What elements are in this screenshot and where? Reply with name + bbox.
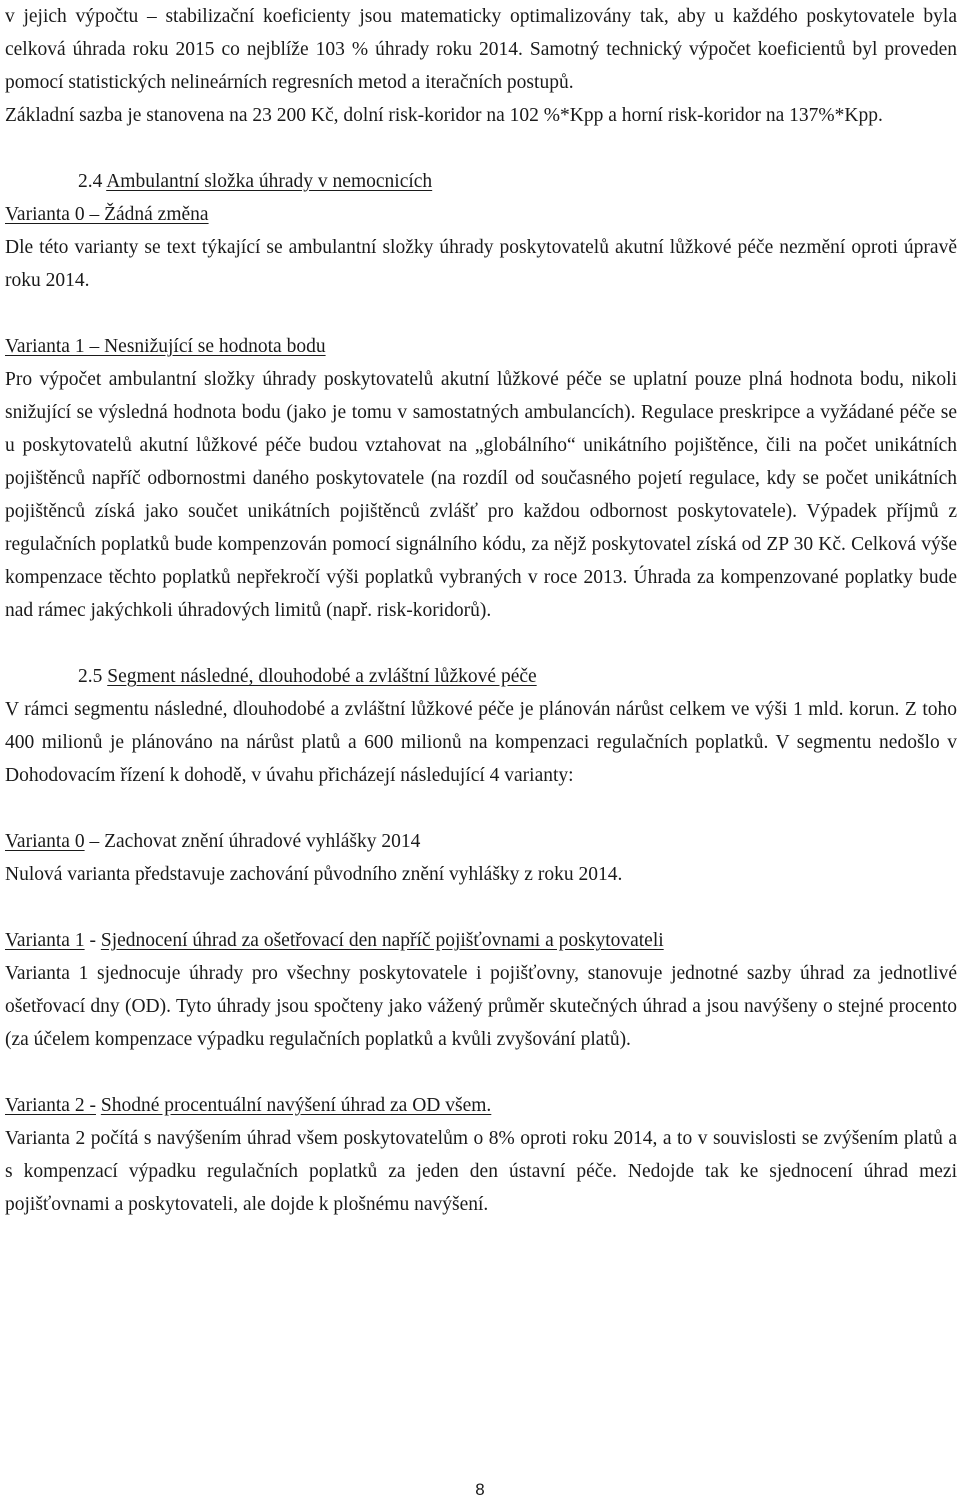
spacer (5, 1056, 957, 1089)
intro-paragraph-1: v jejich výpočtu – stabilizační koeficienty jsou matematicky optimalizovány tak, aby u každého poskytovatele byla celková úhrada roku 2015 co nejblíže 103 % úhrady roku 2014. Samotný technický výpočet koeficientů byl proveden pomocí statistických nelineárních regresních metod a iteračních postupů. (5, 6, 957, 93)
document-page (5, 0, 957, 1221)
variant-title: Shodné procentuální navýšení úhrad za OD všem. (100, 1095, 492, 1116)
variant-0-heading: Varianta 0 – Žádná změna (5, 204, 209, 225)
spacer (5, 297, 957, 330)
variant-1-heading: Varianta 1 – Nesnižující se hodnota bodu (5, 336, 326, 357)
spacer (5, 132, 957, 165)
page-number: 8 (475, 1480, 485, 1499)
section-title: Segment následné, dlouhodobé a zvláštní lůžkové péče (107, 666, 537, 687)
variant-label: Varianta 1 (5, 930, 85, 951)
intro-paragraph-2: Základní sazba je stanovena na 23 200 Kč, dolní risk-koridor na 102 %*Kpp a horní risk-koridor na 137%*Kpp. (5, 105, 883, 126)
section-title: Ambulantní složka úhrady v nemocnicích (106, 171, 433, 192)
variant-title: Sjednocení úhrad za ošetřovací den napříč pojišťovnami a poskytovateli (100, 930, 664, 951)
section-number: 2.5 (78, 666, 103, 687)
spacer (5, 891, 957, 924)
variant-1-text: Varianta 1 sjednocuje úhrady pro všechny poskytovatele i pojišťovny, stanovuje jednotné sazby úhrad za jednotlivé ošetřovací dny (OD). Tyto úhrady jsou spočteny jako vážený průměr skutečných úhrad a jsou navýšeny o stejné procento (za účelem kompenzace výpadku regulačních poplatků a kvůli zvyšování platů). (5, 963, 957, 1050)
variant-1-text: Pro výpočet ambulantní složky úhrady poskytovatelů akutní lůžkové péče se uplatní pouze plná hodnota bodu, nikoli snižující se výsledná hodnota bodu (jako je tomu v samostatných ambulancích). Regulace preskripce a vyžádané péče se u poskytovatelů akutní lůžkové péče budou vztahovat na „globálního“ unikátního pojištěnce, čili na počet unikátních pojištěnců napříč odbornostmi daného poskytovatele (na rozdíl od současného pojetí regulace, kdy se počet unikátních pojištěnců získá jako součet unikátních pojištěnců zvlášť pro každou odbornost poskytovatele). Výpadek příjmů z regulačních poplatků bude kompenzován pomocí signálního kódu, za nějž poskytovatel získá od ZP 30 Kč. Celková výše kompenzace těchto poplatků nepřekročí výši poplatků vybraných v roce 2013. Úhrada za kompenzované poplatky bude nad rámec jakýchkoli úhradových limitů (např. risk-koridorů). (5, 369, 957, 621)
spacer (5, 627, 957, 660)
section-number: 2.4 (78, 171, 103, 192)
variant-label: Varianta 2 - (5, 1095, 96, 1116)
spacer (5, 792, 957, 825)
variant-label: Varianta 0 (5, 831, 85, 852)
variant-0-text: Dle této varianty se text týkající se ambulantní složky úhrady poskytovatelů akutní lůžkové péče nezmění oproti úpravě roku 2014. (5, 237, 957, 291)
section-2-5-heading (5, 660, 957, 693)
variant-0-text: Nulová varianta představuje zachování původního znění vyhlášky z roku 2014. (5, 864, 623, 885)
variant-0-heading (5, 825, 957, 858)
variant-title: – Zachovat znění úhradové vyhlášky 2014 (84, 831, 421, 852)
section-2-4-heading (5, 165, 957, 198)
variant-2-heading (5, 1089, 957, 1122)
variant-2-text: Varianta 2 počítá s navýšením úhrad všem poskytovatelům o 8% oproti roku 2014, a to v souvislosti se zvýšením platů a s kompenzací výpadku regulačních poplatků za jeden den ústavní péče. Nedojde tak ke sjednocení úhrad mezi pojišťovnami a poskytovateli, ale dojde k plošnému navýšení. (5, 1128, 957, 1215)
variant-1-heading: Varianta 1 - Sjednocení úhrad za ošetřovací den napříč pojišťovnami a poskytovateli (5, 930, 664, 951)
section-2-5-intro: V rámci segmentu následné, dlouhodobé a zvláštní lůžkové péče je plánován nárůst celkem ve výši 1 mld. korun. Z toho 400 milionů je plánováno na nárůst platů a 600 milionů na kompenzaci regulačních poplatků. V segmentu nedošlo v Dohodovacím řízení k dohodě, v úvahu přicházejí následující 4 varianty: (5, 699, 957, 786)
